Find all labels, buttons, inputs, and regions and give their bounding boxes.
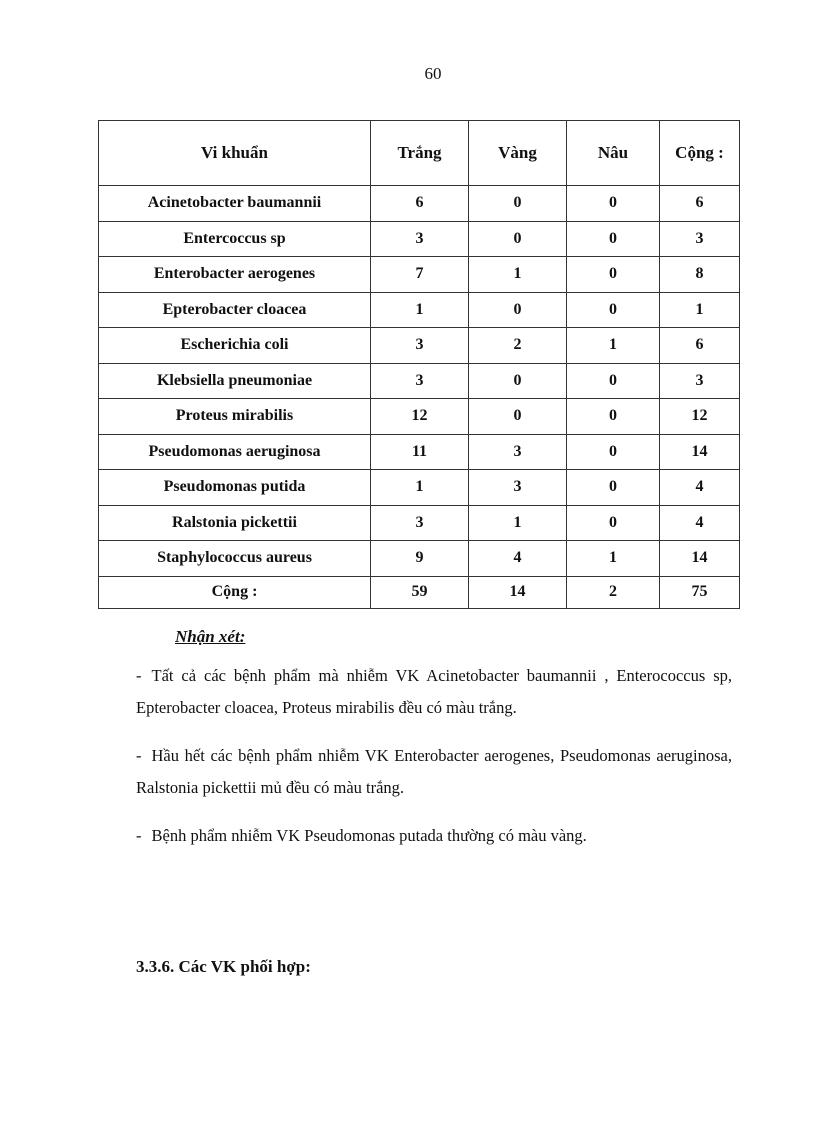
row-total: 14 xyxy=(660,541,740,577)
yellow-count: 0 xyxy=(469,399,567,435)
yellow-count: 0 xyxy=(469,292,567,328)
brown-count: 1 xyxy=(567,541,660,577)
brown-count: 0 xyxy=(567,186,660,222)
row-total: 1 xyxy=(660,292,740,328)
bacteria-name: Epterobacter cloacea xyxy=(99,292,371,328)
remark-text: Hầu hết các bệnh phẩm nhiễm VK Enterobacter aerogenes, Pseudomonas aeruginosa, Ralstonia pickettii mủ đều có màu trắng. xyxy=(136,746,732,797)
row-total: 3 xyxy=(660,221,740,257)
brown-count: 0 xyxy=(567,221,660,257)
table-row xyxy=(99,221,740,257)
white-count: 9 xyxy=(371,541,469,577)
yellow-count: 0 xyxy=(469,186,567,222)
white-count: 12 xyxy=(371,399,469,435)
header-brown: Nâu xyxy=(567,121,660,186)
yellow-count: 4 xyxy=(469,541,567,577)
bullet-dash: - xyxy=(136,826,142,845)
bullet-dash: - xyxy=(136,746,142,765)
brown-count: 0 xyxy=(567,292,660,328)
header-bacteria: Vi khuẩn xyxy=(99,121,371,186)
yellow-count: 0 xyxy=(469,221,567,257)
row-total: 4 xyxy=(660,505,740,541)
row-total: 8 xyxy=(660,257,740,293)
yellow-count: 2 xyxy=(469,328,567,364)
table-total-row xyxy=(99,576,740,608)
bacteria-name: Enterobacter aerogenes xyxy=(99,257,371,293)
bacteria-name: Proteus mirabilis xyxy=(99,399,371,435)
white-count: 3 xyxy=(371,221,469,257)
header-white: Trắng xyxy=(371,121,469,186)
remark-paragraph xyxy=(136,660,732,724)
bacteria-name: Entercoccus sp xyxy=(99,221,371,257)
brown-count: 0 xyxy=(567,470,660,506)
row-total: 3 xyxy=(660,363,740,399)
table-row xyxy=(99,328,740,364)
white-count: 11 xyxy=(371,434,469,470)
page-number: 60 xyxy=(424,64,442,83)
white-count: 3 xyxy=(371,363,469,399)
bacteria-color-table xyxy=(98,120,740,609)
remarks-heading: Nhận xét: xyxy=(175,627,246,646)
grand-total: 75 xyxy=(660,576,740,608)
bacteria-name: Pseudomonas aeruginosa xyxy=(99,434,371,470)
white-count: 1 xyxy=(371,470,469,506)
yellow-count: 1 xyxy=(469,505,567,541)
white-count: 6 xyxy=(371,186,469,222)
row-total: 6 xyxy=(660,328,740,364)
brown-count: 0 xyxy=(567,363,660,399)
table-header-row xyxy=(99,121,740,186)
remark-paragraph xyxy=(136,740,732,804)
yellow-count: 3 xyxy=(469,434,567,470)
bacteria-name: Escherichia coli xyxy=(99,328,371,364)
table-row xyxy=(99,505,740,541)
bacteria-name: Klebsiella pneumoniae xyxy=(99,363,371,399)
white-count: 1 xyxy=(371,292,469,328)
table-row xyxy=(99,541,740,577)
brown-count: 0 xyxy=(567,434,660,470)
row-total: 4 xyxy=(660,470,740,506)
table-row xyxy=(99,186,740,222)
bacteria-name: Acinetobacter baumannii xyxy=(99,186,371,222)
section-heading: 3.3.6. Các VK phối hợp: xyxy=(136,957,311,976)
white-count: 7 xyxy=(371,257,469,293)
brown-count: 0 xyxy=(567,399,660,435)
total-label: Cộng : xyxy=(99,576,371,608)
brown-count: 1 xyxy=(567,328,660,364)
white-count: 3 xyxy=(371,505,469,541)
total-brown: 2 xyxy=(567,576,660,608)
bacteria-name: Staphylococcus aureus xyxy=(99,541,371,577)
table-row xyxy=(99,399,740,435)
remark-text: Bệnh phẩm nhiễm VK Pseudomonas putada thường có màu vàng. xyxy=(151,826,587,845)
white-count: 3 xyxy=(371,328,469,364)
table-row xyxy=(99,470,740,506)
brown-count: 0 xyxy=(567,505,660,541)
row-total: 14 xyxy=(660,434,740,470)
header-yellow: Vàng xyxy=(469,121,567,186)
row-total: 12 xyxy=(660,399,740,435)
bacteria-name: Ralstonia pickettii xyxy=(99,505,371,541)
yellow-count: 3 xyxy=(469,470,567,506)
total-white: 59 xyxy=(371,576,469,608)
brown-count: 0 xyxy=(567,257,660,293)
remark-paragraph xyxy=(136,820,732,852)
table-row xyxy=(99,434,740,470)
bacteria-name: Pseudomonas putida xyxy=(99,470,371,506)
table-row xyxy=(99,257,740,293)
yellow-count: 1 xyxy=(469,257,567,293)
total-yellow: 14 xyxy=(469,576,567,608)
row-total: 6 xyxy=(660,186,740,222)
table-row xyxy=(99,363,740,399)
yellow-count: 0 xyxy=(469,363,567,399)
remark-text: Tất cả các bệnh phẩm mà nhiễm VK Acinetobacter baumannii , Enterococcus sp, Epterobacter cloacea, Proteus mirabilis đều có màu trắng. xyxy=(136,666,732,717)
bullet-dash: - xyxy=(136,666,142,685)
table-row xyxy=(99,292,740,328)
header-total: Cộng : xyxy=(660,121,740,186)
